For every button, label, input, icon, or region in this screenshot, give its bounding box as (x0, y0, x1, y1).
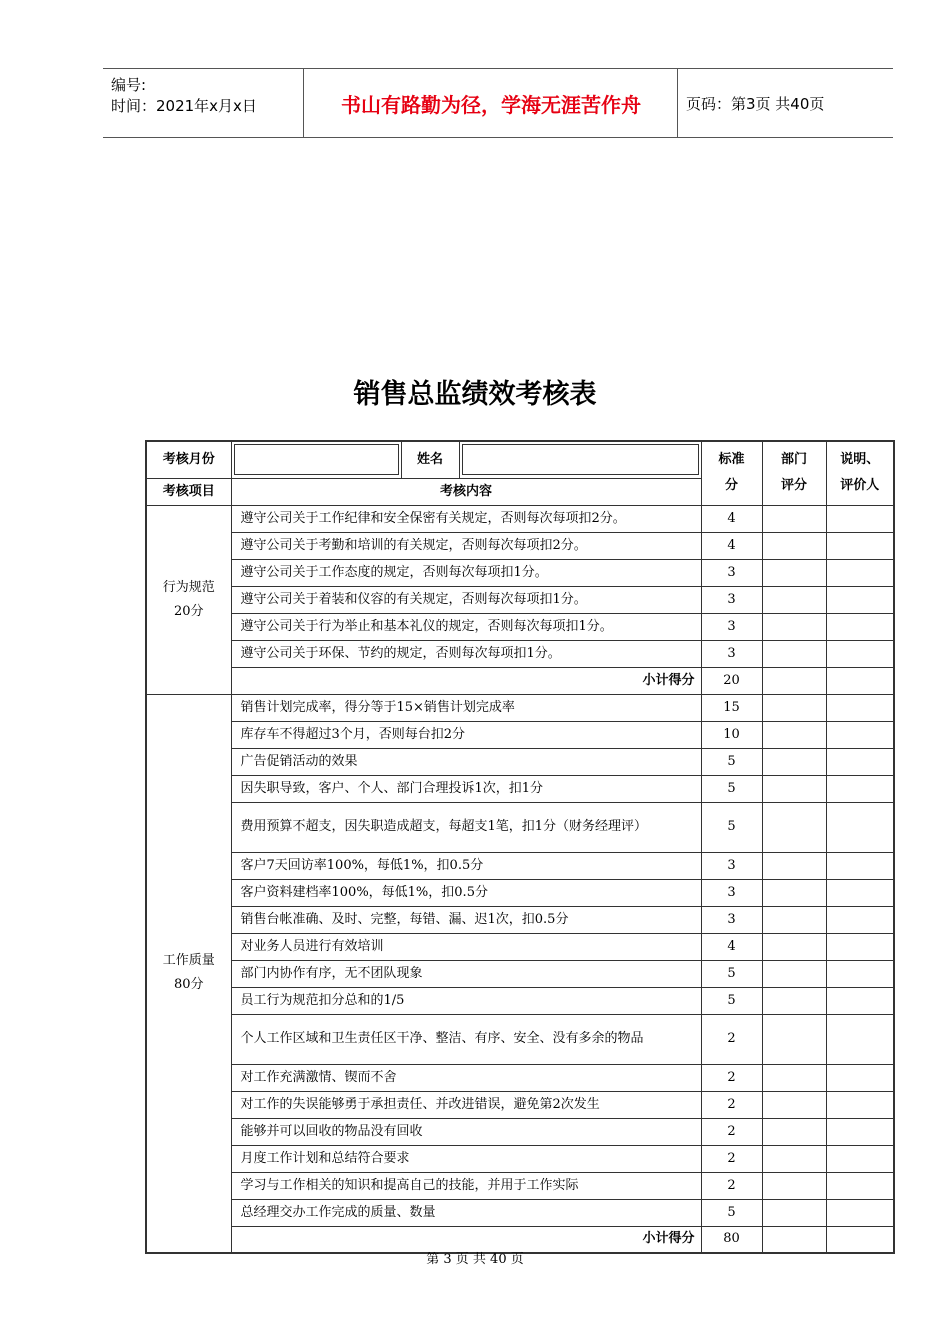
comment-cell[interactable] (826, 694, 894, 721)
standard-score: 4 (701, 505, 762, 532)
table-row (146, 802, 894, 852)
criterion-text: 对工作充满激情、锲而不舍 (231, 1064, 701, 1091)
month-label-cell (146, 441, 231, 478)
comment-cell[interactable] (826, 748, 894, 775)
dept-score-cell[interactable] (762, 852, 826, 879)
dept-score-cell[interactable] (762, 532, 826, 559)
criterion-text: 遵守公司关于行为举止和基本礼仪的规定，否则每次每项扣1分。 (231, 613, 701, 640)
standard-score: 3 (701, 586, 762, 613)
comment-cell[interactable] (826, 1145, 894, 1172)
table-row (146, 906, 894, 933)
standard-score: 4 (701, 933, 762, 960)
table-row (146, 640, 894, 667)
dept-score-cell[interactable] (762, 667, 826, 694)
dept-score-cell[interactable] (762, 987, 826, 1014)
page-header (103, 68, 893, 138)
name-label: 姓名 (416, 451, 443, 467)
standard-score: 3 (701, 559, 762, 586)
comment-cell[interactable] (826, 505, 894, 532)
page-title: 销售总监绩效考核表 (353, 379, 597, 410)
item-label-cell (146, 478, 231, 505)
standard-score: 2 (701, 1118, 762, 1145)
comment-cell[interactable] (826, 1064, 894, 1091)
criterion-text: 月度工作计划和总结符合要求 (231, 1145, 701, 1172)
dept-score-cell[interactable] (762, 933, 826, 960)
standard-score: 5 (701, 775, 762, 802)
comment-cell[interactable] (826, 879, 894, 906)
comment-cell[interactable] (826, 1091, 894, 1118)
comment-cell[interactable] (826, 640, 894, 667)
comment-cell[interactable] (826, 667, 894, 694)
table-row (146, 1014, 894, 1064)
dept-score-cell[interactable] (762, 505, 826, 532)
category-name: 行为规范 (162, 579, 215, 595)
dept-score-cell[interactable] (762, 960, 826, 987)
criterion-text: 销售台帐准确、及时、完整，每错、漏、迟1次，扣0.5分 (231, 906, 701, 933)
comment-cell[interactable] (826, 532, 894, 559)
standard-score: 2 (701, 1064, 762, 1091)
criterion-text: 遵守公司关于环保、节约的规定，否则每次每项扣1分。 (231, 640, 701, 667)
comment-cell[interactable] (826, 1199, 894, 1226)
dept-score-cell[interactable] (762, 775, 826, 802)
standard-score: 10 (701, 721, 762, 748)
standard-score: 3 (701, 640, 762, 667)
table-row (146, 748, 894, 775)
category-name: 工作质量 (162, 953, 215, 969)
category-cell (146, 505, 231, 694)
dept-score-cell[interactable] (762, 1172, 826, 1199)
comment-cell[interactable] (826, 906, 894, 933)
standard-score: 5 (701, 802, 762, 852)
header-row-1 (146, 441, 894, 478)
table-row (146, 1064, 894, 1091)
criterion-text: 部门内协作有序，无不团队现象 (231, 960, 701, 987)
criterion-text: 遵守公司关于着装和仪容的有关规定，否则每次每项扣1分。 (231, 586, 701, 613)
dept-score-header (762, 441, 826, 505)
table-row (146, 505, 894, 532)
table-row (146, 721, 894, 748)
criterion-text: 对工作的失误能够勇于承担责任、并改进错误，避免第2次发生 (231, 1091, 701, 1118)
standard-score: 2 (701, 1145, 762, 1172)
comment-cell[interactable] (826, 987, 894, 1014)
header-page-number: 页码：第3页 共40页 (686, 94, 825, 113)
comment-cell[interactable] (826, 852, 894, 879)
criterion-text: 个人工作区域和卫生责任区干净、整洁、有序、安全、没有多余的物品 (231, 1014, 701, 1064)
table-row (146, 960, 894, 987)
table-row (146, 933, 894, 960)
dept-score-cell[interactable] (762, 1118, 826, 1145)
table-row (146, 1199, 894, 1226)
criterion-text: 员工行为规范扣分总和的1/5 (231, 987, 701, 1014)
standard-score: 5 (701, 748, 762, 775)
criterion-text: 遵守公司关于考勤和培训的有关规定，否则每次每项扣2分。 (231, 532, 701, 559)
criterion-text: 因失职导致，客户、个人、部门合理投诉1次，扣1分 (231, 775, 701, 802)
subtotal-label: 小计得分 (231, 667, 701, 694)
name-label-cell (401, 441, 459, 478)
dept-score-cell[interactable] (762, 879, 826, 906)
standard-score: 2 (701, 1091, 762, 1118)
standard-score: 3 (701, 613, 762, 640)
month-label: 考核月份 (162, 451, 215, 467)
page-footer: 第 3 页 共 40 页 (426, 1252, 524, 1267)
standard-score: 4 (701, 532, 762, 559)
comment-label: 说明、评价人 (840, 452, 880, 494)
table-row (146, 775, 894, 802)
dept-score-cell[interactable] (762, 906, 826, 933)
subtotal-row (146, 667, 894, 694)
dept-score-cell[interactable] (762, 640, 826, 667)
comment-cell[interactable] (826, 613, 894, 640)
header-motto: 书山有路勤为径，学海无涯苦作舟 (341, 92, 641, 117)
comment-cell[interactable] (826, 721, 894, 748)
evaluation-table-wrapper (145, 440, 893, 1254)
category-cell (146, 694, 231, 1253)
comment-cell[interactable] (826, 559, 894, 586)
comment-header (826, 441, 894, 505)
table-row (146, 613, 894, 640)
table-row (146, 852, 894, 879)
criterion-text: 学习与工作相关的知识和提高自己的技能，并用于工作实际 (231, 1172, 701, 1199)
criterion-text: 费用预算不超支，因失职造成超支，每超支1笔，扣1分（财务经理评） (231, 802, 701, 852)
standard-score: 5 (701, 960, 762, 987)
standard-score: 5 (701, 1199, 762, 1226)
table-row (146, 1145, 894, 1172)
comment-cell[interactable] (826, 586, 894, 613)
criterion-text: 遵守公司关于工作态度的规定，否则每次每项扣1分。 (231, 559, 701, 586)
header-meta (111, 75, 257, 117)
table-row (146, 1172, 894, 1199)
subtotal-value: 20 (701, 667, 762, 694)
table-row (146, 1091, 894, 1118)
dept-score-cell[interactable] (762, 802, 826, 852)
name-input[interactable] (462, 444, 699, 475)
code-label: 编号: (111, 76, 147, 94)
criterion-text: 销售计划完成率，得分等于15×销售计划完成率 (231, 694, 701, 721)
dept-score-cell[interactable] (762, 1064, 826, 1091)
evaluation-table (145, 440, 895, 1254)
criterion-text: 客户7天回访率100%，每低1%，扣0.5分 (231, 852, 701, 879)
content-label: 考核内容 (439, 483, 492, 499)
standard-score-header (701, 441, 762, 505)
standard-score: 2 (701, 1014, 762, 1064)
standard-score: 2 (701, 1172, 762, 1199)
content-label-cell (231, 478, 701, 505)
item-label: 考核项目 (162, 483, 215, 499)
name-input-cell (459, 441, 701, 478)
standard-score: 3 (701, 852, 762, 879)
table-row (146, 694, 894, 721)
criterion-text: 遵守公司关于工作纪律和安全保密有关规定，否则每次每项扣2分。 (231, 505, 701, 532)
comment-cell[interactable] (826, 775, 894, 802)
subtotal-value: 80 (701, 1226, 762, 1253)
category-points: 80分 (173, 977, 204, 993)
dept-score-cell[interactable] (762, 1014, 826, 1064)
standard-score-label: 标准分 (718, 452, 745, 494)
dept-score-cell[interactable] (762, 1145, 826, 1172)
standard-score: 3 (701, 906, 762, 933)
criterion-text: 对业务人员进行有效培训 (231, 933, 701, 960)
standard-score: 3 (701, 879, 762, 906)
comment-cell[interactable] (826, 933, 894, 960)
table-row (146, 879, 894, 906)
criterion-text: 库存车不得超过3个月，否则每台扣2分 (231, 721, 701, 748)
category-points: 20分 (173, 603, 204, 619)
criterion-text: 总经理交办工作完成的质量、数量 (231, 1199, 701, 1226)
comment-cell[interactable] (826, 960, 894, 987)
table-row (146, 532, 894, 559)
dept-score-label: 部门评分 (780, 452, 807, 494)
dept-score-cell[interactable] (762, 748, 826, 775)
standard-score: 5 (701, 987, 762, 1014)
table-row (146, 1118, 894, 1145)
criterion-text: 广告促销活动的效果 (231, 748, 701, 775)
criterion-text: 能够并可以回收的物品没有回收 (231, 1118, 701, 1145)
table-row (146, 559, 894, 586)
comment-cell[interactable] (826, 1118, 894, 1145)
dept-score-cell[interactable] (762, 1199, 826, 1226)
comment-cell[interactable] (826, 802, 894, 852)
dept-score-cell[interactable] (762, 1091, 826, 1118)
month-input-cell (231, 441, 401, 478)
comment-cell[interactable] (826, 1014, 894, 1064)
dept-score-cell[interactable] (762, 694, 826, 721)
dept-score-cell[interactable] (762, 559, 826, 586)
table-row (146, 586, 894, 613)
standard-score: 15 (701, 694, 762, 721)
date-label: 时间：2021年x月x日 (111, 97, 257, 115)
month-input[interactable] (234, 444, 399, 475)
table-row (146, 987, 894, 1014)
dept-score-cell[interactable] (762, 613, 826, 640)
comment-cell[interactable] (826, 1172, 894, 1199)
dept-score-cell[interactable] (762, 586, 826, 613)
subtotal-label: 小计得分 (231, 1226, 701, 1253)
dept-score-cell[interactable] (762, 721, 826, 748)
criterion-text: 客户资料建档率100%，每低1%，扣0.5分 (231, 879, 701, 906)
